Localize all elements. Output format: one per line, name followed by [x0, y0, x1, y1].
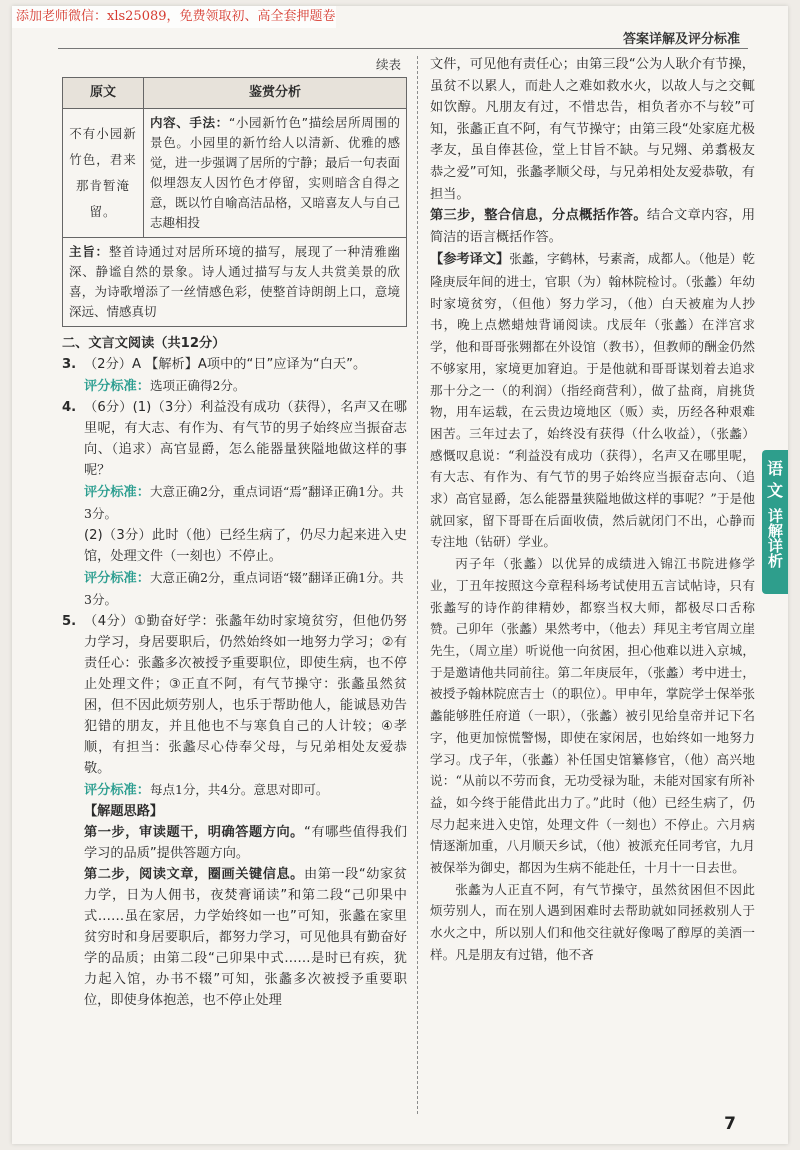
step-label: 第三步，整合信息，分点概括作答。: [430, 208, 647, 224]
fenxi-label: 内容、手法：: [150, 115, 229, 130]
watermark-text: 添加老师微信：xls25089，免费领取初、高全套押题卷: [12, 6, 336, 28]
scoring-label: 评分标准：: [84, 379, 150, 394]
question-number: 5.: [62, 614, 77, 629]
column-divider: [417, 56, 418, 1114]
question-number: 3.: [62, 357, 77, 372]
section-label: 详解详析: [766, 508, 784, 568]
cell-yuanwen: 不有小园新竹色，君来那肯暂淹留。: [63, 109, 144, 238]
scoring-criteria: [62, 779, 407, 801]
appreciation-table: [62, 77, 407, 327]
question-text: （2分）A 【解析】A项中的“日”应译为“白天”。: [84, 357, 367, 372]
step-text: “有哪些值得我们学习的品质”提供答题方向。: [84, 825, 407, 861]
step-label: 第一步，审读题干，明确答题方向。: [84, 825, 304, 840]
question-3: [62, 354, 407, 375]
step-label: 第二步，阅读文章，圈画关键信息。: [84, 867, 304, 882]
question-5: [62, 611, 407, 779]
step-1: [62, 822, 407, 864]
step-3: [430, 205, 755, 248]
question-text: （6分）(1)（3分）利益没有成功（获得），名声又在哪里呢，有大志、有作为、有气节的男子始终应当振奋志向、（追求）高官显爵，怎么能器量狭隘地做这样的事呢？: [84, 400, 407, 478]
reference-label: 【参考译文】: [430, 252, 510, 268]
subject-side-tab: [762, 450, 788, 594]
reference-translation-p2: 丙子年（张蠡）以优异的成绩进入锦江书院进修学业，丁丑年按照这今章程科场考试使用五言试帖诗，只有张蠡写的诗作韵律精妙，都察当权大师，都极尽口舌称赞。己卯年（张蠡）果然考中，（他去）拜见主考官周立崖先生，（周立崖）听说他一向贫困，担心他难以进入京城，于是邀请他共同前往。第二年庚辰年，（张蠡）考中进士，被授予翰林院庶吉士（的职位）。甲申年，掌院学士保举张蠡能够胜任府道（一职），（张蠡）被引见给皇帝并记下名字，他更加惊慌警惕，即使在家闲居，也始终如一地努力学习。戊子年，（张蠡）补任国史馆纂修官，（他）高兴地说：“从前以不劳而食，无功受禄为耻，未能对国家有所补益，如今终于能借此出力了。”此时（他）已经生病了，仍尽力起来进入史馆，处理文件（一刻也）不停止。六月病情逐渐加重，八月顺天乡试，（他）被派充任同考官，九月被保举为御史，都因为生病不能赴任，十月十一日去世。: [430, 556, 755, 876]
question-4: [62, 397, 407, 481]
cell-zhuzhi: [63, 238, 407, 327]
page-number: 7: [724, 1114, 736, 1134]
step-2: [62, 864, 407, 1011]
scoring-label: 评分标准：: [84, 485, 150, 500]
left-column: [62, 54, 407, 1011]
continued-table-label: 续表: [375, 57, 401, 72]
step-text: 由第一段“幼家贫力学，日为人佣书，夜焚膏诵读”和第二段“己卯果中式……虽在家居，力学始终如一也”可知，张蠡在家里贫穷时和身居要职后，都努力学习，可见他具有勤奋好学的品质；由第二段“己卯果中式……是时已有疾，犹力起入馆，办书不辍”可知，张蠡多次被授予重要职位，即使身体抱恙，也不停止处理: [84, 867, 407, 1008]
reference-text: 张蠡，字鹤林，号素斋，成都人。（他是）乾隆庚辰年间的进士，官职（为）翰林院检讨。（张蠡）年幼时家境贫穷，（但他）努力学习，（他）白天被雇为人抄书，晚上点燃蜡烛背诵阅读。戊辰年（张蠡）在泮宫求学，他和哥哥张翙都在外设馆（教书），但教师的酬金仍然不够家用，家境更加窘迫。于是他就和哥哥谋划着去追求那十分之一（的利润）（指经商营利），做了盐商，肩挑货物，用车运载，在云贵边境地区（贩）卖，历经各种艰难困苦。三年过去了，始终没有获得（什么收益），（张蠡）感慨叹息说：“利益没有成功（获得），名声又在哪里呢，有大志、有作为、有气节的男子始终应当振奋志向、（追求）高官显爵，怎么能器量狭隘地做这样的事呢？”于是他就回家，留下哥哥在后面收债，然后就闭门不出，心静而专注地（钻研）学业。: [430, 251, 756, 550]
section-title: 二、文言文阅读（共12分）: [62, 336, 226, 351]
header-rule: [58, 48, 748, 49]
answer-part: (2)（3分）此时（他）已经生病了，仍尽力起来进入史馆，处理文件（一刻也）不停止。: [84, 528, 407, 564]
scoring-criteria: [62, 567, 407, 611]
cell-fenxi: [144, 109, 407, 238]
scoring-text: 大意正确2分，重点词语“焉”翻译正确1分。共3分。: [84, 484, 404, 521]
zhuzhi-label: 主旨：: [69, 244, 109, 259]
zhuzhi-text: 整首诗通过对居所环境的描写，展现了一种清雅幽深、静谧自然的景象。诗人通过描写与友人共赏美景的欣喜，为诗歌增添了一丝情感色彩，使整首诗朗朗上口，意境深远、情感真切: [69, 244, 400, 319]
question-text: （4分）①勤奋好学：张蠡年幼时家境贫穷，但他仍努力学习，身居要职后，仍然始终如一地努力学习；②有责任心：张蠡多次被授予重要职位，即使生病，也不停止处理文件；③正直不阿，有气节操守：张蠡虽然贫困，但不因此烦劳别人，也乐于帮助他人，能诚恳劝告犯错的朋友，并且他也不与寒負自己的人计较；④孝顺，有担当：张蠡尽心侍奉父母，与兄弟相处友爱恭敬。: [84, 614, 407, 776]
page: [12, 6, 788, 1144]
question-number: 4.: [62, 400, 77, 415]
scoring-text: 每点1分，共4分。意思对即可。: [149, 782, 329, 797]
table-header-row: [63, 78, 407, 109]
scoring-criteria: [62, 375, 407, 397]
subject-label-1: 语: [766, 459, 783, 478]
step-2-continued: 文件，可见他有责任心；由第三段“公为人耿介有节操，虽贫不以累人，而赴人之难如救水火，以故人与之交輒如饮醇。凡朋友有过，不惜忠告，相负者亦不与较”可知，张蠡正直不阿，有气节操守；由第三段“处家庭尤极孝友，虽自俸甚俭，堂上甘旨不缺。与兄翙、弟翥极友恭之爱”可知，张蠡孝顺父母，与兄弟相处友爱恭敬，有担当。: [430, 57, 755, 202]
scoring-text: 选项正确得2分。: [149, 378, 246, 393]
table-row: [63, 109, 407, 238]
fenxi-text: “小园新竹色”描绘居所周围的景色。小园里的新竹给人以清新、优雅的感觉，进一步强调了居所的宁静；最后一句表面似埋怨友人因竹色才停留，实则暗含自得之意，既以竹自喻高洁品格，又暗喜友人与自己志趣相投: [150, 115, 401, 230]
scoring-label: 评分标准：: [84, 571, 150, 586]
scoring-label: 评分标准：: [84, 783, 150, 798]
right-column: [430, 54, 755, 966]
header-title: 答案详解及评分标准: [622, 32, 740, 47]
header-fenxi: 鉴赏分析: [144, 78, 407, 109]
table-row-zhuzhi: [63, 238, 407, 327]
subject-label-2: 文: [766, 481, 783, 500]
reference-translation-p1: [430, 248, 755, 553]
thinking-title: 【解题思路】: [84, 804, 164, 819]
header-yuanwen: 原文: [63, 78, 144, 109]
scoring-text: 大意正确2分，重点词语“辍”翻译正确1分。共3分。: [84, 570, 404, 607]
scoring-criteria: [62, 481, 407, 525]
reference-translation-p3: 张蠡为人正直不阿，有气节操守，虽然贫困但不因此烦劳别人，而在别人遇到困难时去帮助就如同拯救别人于水火之中，所以别人们和他交往就好像喝了醇厚的美酒一样。凡是朋友有过错，他不吝: [430, 881, 755, 962]
step-text: 结合文章内容，用简洁的语言概括作答。: [430, 208, 756, 245]
